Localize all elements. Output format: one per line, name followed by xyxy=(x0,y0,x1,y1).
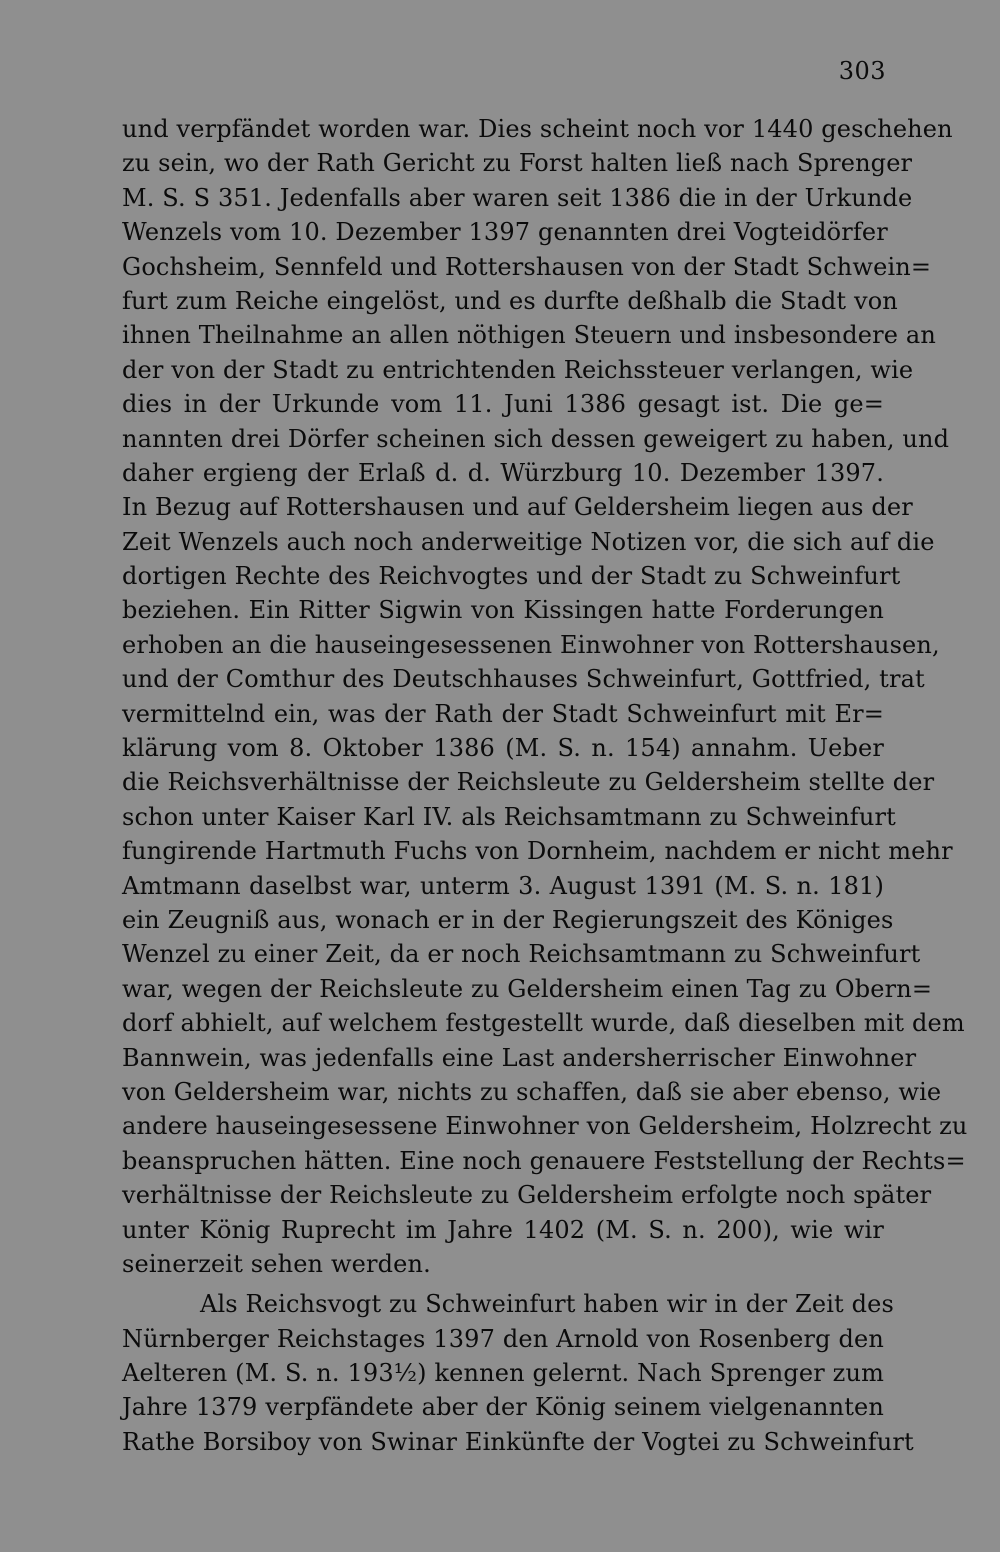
text-line: klärung vom 8. Oktober 1386 (M. S. n. 154) annahm. Ueber xyxy=(122,734,884,763)
text-line: war, wegen der Reichsleute zu Geldersheim einen Tag zu Obern= xyxy=(122,974,933,1003)
text-line: erhoben an die hauseingesessenen Einwohner von Rottershausen, xyxy=(122,630,940,659)
paragraph-2 xyxy=(122,1287,914,1459)
text-line: ihnen Theilnahme an allen nöthigen Steuern und insbesondere an xyxy=(122,321,936,350)
text-line: dorf abhielt, auf welchem festgestellt wurde, daß dieselben mit dem xyxy=(122,1009,965,1038)
text-line: M. S. S 351. Jedenfalls aber waren seit 1386 die in der Urkunde xyxy=(122,183,913,212)
text-line: Amtmann daselbst war, unterm 3. August 1391 (M. S. n. 181) xyxy=(122,871,884,900)
paragraph-1 xyxy=(122,112,968,1281)
text-line: In Bezug auf Rottershausen und auf Geldersheim liegen aus der xyxy=(122,493,913,522)
text-line: unter König Ruprecht im Jahre 1402 (M. S. n. 200), wie wir xyxy=(122,1215,884,1244)
text-line: beziehen. Ein Ritter Sigwin von Kissingen hatte Forderungen xyxy=(122,596,884,625)
text-line: Zeit Wenzels auch noch anderweitige Notizen vor, die sich auf die xyxy=(122,527,935,556)
text-line: daher ergieng der Erlaß d. d. Würzburg 10. Dezember 1397. xyxy=(122,458,884,487)
page-number: 303 xyxy=(838,57,886,85)
text-line: Bannwein, was jedenfalls eine Last andersherrischer Einwohner xyxy=(122,1043,917,1072)
text-line: der von der Stadt zu entrichtenden Reichssteuer verlangen, wie xyxy=(122,355,914,384)
text-line: zu sein, wo der Rath Gericht zu Forst halten ließ nach Sprenger xyxy=(122,149,913,178)
text-line: von Geldersheim war, nichts zu schaffen, daß sie aber ebenso, wie xyxy=(122,1077,942,1106)
text-line: fungirende Hartmuth Fuchs von Dornheim, nachdem er nicht mehr xyxy=(122,837,953,866)
text-line: andere hauseingesessene Einwohner von Geldersheim, Holzrecht zu xyxy=(122,1112,968,1141)
text-line: dortigen Rechte des Reichvogtes und der Stadt zu Schweinfurt xyxy=(122,562,901,591)
body-text xyxy=(122,112,968,1459)
text-line: und der Comthur des Deutschhauses Schweinfurt, Gottfried, trat xyxy=(122,665,925,694)
text-line: seinerzeit sehen werden. xyxy=(122,1249,431,1278)
text-line: Rathe Borsiboy von Swinar Einkünfte der Vogtei zu Schweinfurt xyxy=(122,1427,914,1456)
text-line: und verpfändet worden war. Dies scheint noch vor 1440 geschehen xyxy=(122,115,953,143)
text-line: Aelteren (M. S. n. 193½) kennen gelernt. Nach Sprenger zum xyxy=(122,1359,884,1388)
text-line: dies in der Urkunde vom 11. Juni 1386 gesagt ist. Die ge= xyxy=(122,390,884,419)
text-line: ein Zeugniß aus, wonach er in der Regierungszeit des Königes xyxy=(122,905,894,934)
text-line: furt zum Reiche eingelöst, und es durfte deßhalb die Stadt von xyxy=(122,286,898,315)
text-line: beanspruchen hätten. Eine noch genauere Feststellung der Rechts= xyxy=(122,1146,966,1175)
text-line: nannten drei Dörfer scheinen sich dessen geweigert zu haben, und xyxy=(122,424,950,453)
text-line: Als Reichsvogt zu Schweinfurt haben wir in der Zeit des xyxy=(200,1290,894,1319)
text-line: Wenzels vom 10. Dezember 1397 genannten drei Vogteidörfer xyxy=(122,218,888,247)
text-line: schon unter Kaiser Karl IV. als Reichsamtmann zu Schweinfurt xyxy=(122,802,896,831)
text-line: die Reichsverhältnisse der Reichsleute zu Geldersheim stellte der xyxy=(122,768,935,797)
text-line: Nürnberger Reichstages 1397 den Arnold von Rosenberg den xyxy=(122,1324,884,1353)
text-line: vermittelnd ein, was der Rath der Stadt Schweinfurt mit Er= xyxy=(122,699,884,728)
text-line: Jahre 1379 verpfändete aber der König seinem vielgenannten xyxy=(122,1393,884,1422)
text-line: Gochsheim, Sennfeld und Rottershausen von der Stadt Schwein= xyxy=(122,252,932,281)
text-line: verhältnisse der Reichsleute zu Geldersheim erfolgte noch später xyxy=(122,1181,932,1210)
text-line: Wenzel zu einer Zeit, da er noch Reichsamtmann zu Schweinfurt xyxy=(122,940,921,969)
